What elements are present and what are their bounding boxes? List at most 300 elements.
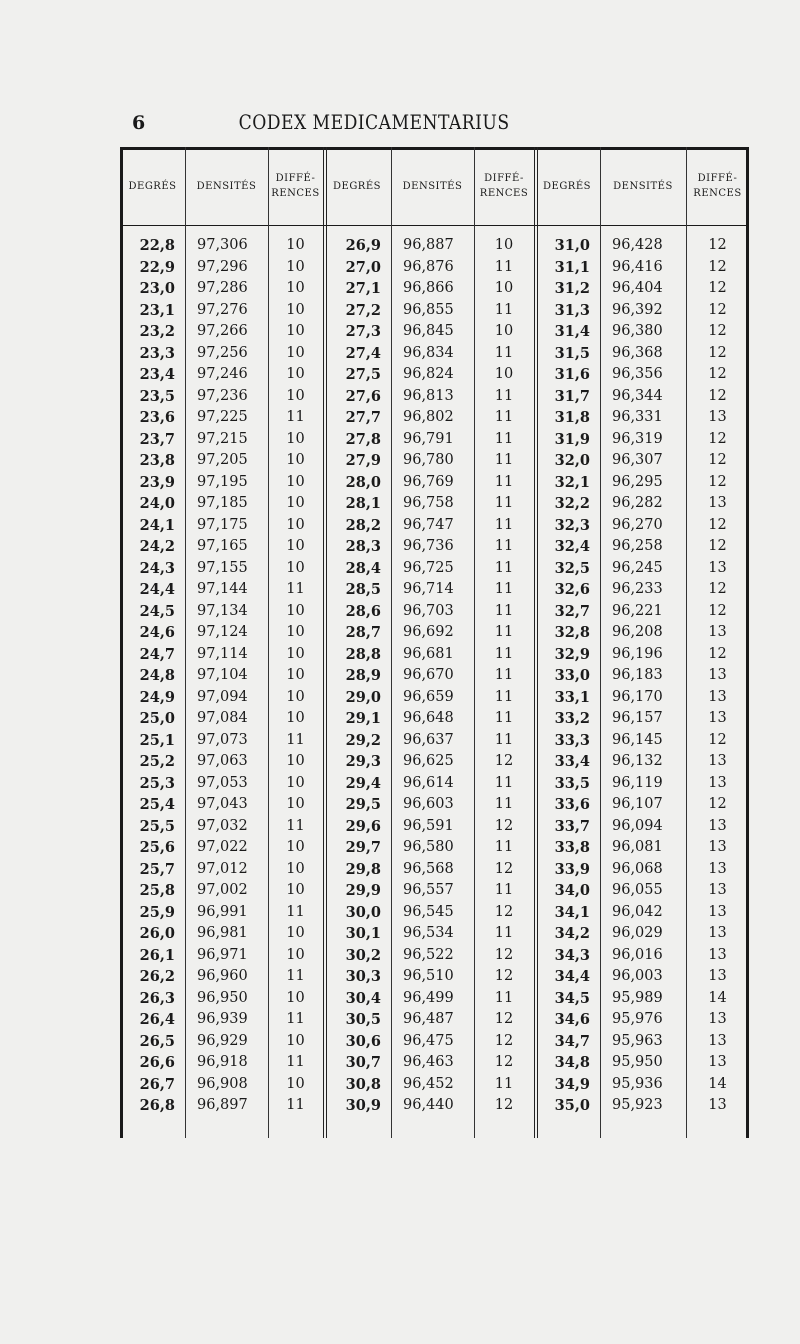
degres-cell: 25,2 <box>139 753 175 770</box>
difference-cell: 12 <box>708 237 727 253</box>
difference-cell: 11 <box>494 688 514 705</box>
densite-cell: 96,416 <box>612 258 663 275</box>
difference-cell: 11 <box>494 581 514 597</box>
difference-cell: 10 <box>286 925 305 941</box>
difference-cell: 11 <box>494 882 514 898</box>
densite-cell: 96,282 <box>612 495 663 511</box>
table-grid <box>120 147 749 1117</box>
degres-cell: 24,7 <box>139 645 175 663</box>
degres-cell: 30,4 <box>345 989 381 1007</box>
degres-cell: 33,3 <box>554 731 590 749</box>
difference-cell: 11 <box>494 495 514 511</box>
difference-cell: 13 <box>708 1032 727 1049</box>
difference-cell: 11 <box>494 1075 514 1092</box>
densite-cell: 96,866 <box>403 280 454 296</box>
densite-cell: 96,499 <box>403 989 454 1006</box>
densite-cell: 96,307 <box>612 452 663 468</box>
degres-cell: 27,5 <box>345 366 381 383</box>
densite-cell: 96,981 <box>197 925 248 941</box>
difference-cell: 10 <box>286 559 305 576</box>
degres-cell: 32,8 <box>554 624 590 641</box>
degres-cell: 26,7 <box>139 1075 175 1093</box>
densite-cell: 97,084 <box>197 710 248 726</box>
densite-cell: 96,319 <box>612 430 663 447</box>
difference-cell: 12 <box>494 946 514 963</box>
densite-cell: 96,736 <box>403 538 454 554</box>
degres-cell: 22,9 <box>139 258 175 276</box>
degres-cell: 30,7 <box>345 1054 381 1071</box>
degres-cell: 27,9 <box>345 452 381 469</box>
difference-cell: 12 <box>708 538 727 554</box>
degres-cell: 28,5 <box>345 581 381 598</box>
densite-cell: 97,276 <box>197 301 248 318</box>
difference-cell: 11 <box>494 344 514 361</box>
densite-cell: 96,094 <box>612 817 663 834</box>
degres-cell: 26,5 <box>139 1032 175 1050</box>
difference-cell: 12 <box>708 387 727 404</box>
difference-cell: 12 <box>494 968 514 984</box>
degres-cell: 23,9 <box>139 473 175 491</box>
degres-cell: 32,6 <box>554 581 590 598</box>
densite-cell: 96,196 <box>612 645 663 662</box>
densite-cell: 96,758 <box>403 495 454 511</box>
degres-cell: 23,8 <box>139 452 175 469</box>
difference-cell: 11 <box>494 989 514 1006</box>
degres-cell: 31,8 <box>554 409 590 426</box>
degres-cell: 24,2 <box>139 538 175 555</box>
densite-cell: 96,725 <box>403 559 454 576</box>
densite-cell: 97,306 <box>197 237 248 253</box>
densite-cell: 96,258 <box>612 538 663 554</box>
densite-cell: 96,003 <box>612 968 663 984</box>
degres-cell: 26,9 <box>345 237 381 254</box>
degres-cell: 28,0 <box>345 473 381 491</box>
degres-cell: 25,8 <box>139 882 175 899</box>
densite-cell: 96,534 <box>403 925 454 941</box>
degres-cell: 23,4 <box>139 366 175 383</box>
difference-cell: 11 <box>286 968 305 984</box>
difference-cell: 10 <box>286 602 305 619</box>
difference-cell: 12 <box>708 280 727 296</box>
densite-cell: 97,073 <box>197 731 248 748</box>
degres-cell: 33,6 <box>554 796 590 813</box>
difference-cell: 12 <box>708 301 727 318</box>
degres-cell: 34,0 <box>554 882 590 899</box>
difference-cell: 13 <box>708 409 727 425</box>
difference-cell: 11 <box>494 796 514 812</box>
densite-cell: 96,487 <box>403 1011 454 1027</box>
degres-cell: 31,9 <box>554 430 590 448</box>
densite-cell: 96,659 <box>403 688 454 705</box>
densite-cell: 97,215 <box>197 430 248 447</box>
difference-cell: 12 <box>708 796 727 812</box>
densite-cell: 97,286 <box>197 280 248 296</box>
densite-cell: 96,908 <box>197 1075 248 1092</box>
degres-cell: 24,3 <box>139 559 175 577</box>
degres-cell: 30,0 <box>345 903 381 921</box>
degres-cell: 27,3 <box>345 323 381 340</box>
difference-cell: 13 <box>708 882 727 898</box>
difference-cell: 11 <box>494 473 514 490</box>
densite-cell: 97,022 <box>197 839 248 855</box>
densite-cell: 96,221 <box>612 602 663 619</box>
degres-cell: 31,4 <box>554 323 590 340</box>
densite-cell: 96,029 <box>612 925 663 941</box>
densite-cell: 96,780 <box>403 452 454 468</box>
difference-cell: 11 <box>494 409 514 425</box>
densite-cell: 96,681 <box>403 645 454 662</box>
degres-cell: 24,5 <box>139 602 175 620</box>
difference-cell: 11 <box>494 710 514 726</box>
degres-cell: 28,8 <box>345 645 381 663</box>
densite-cell: 97,246 <box>197 366 248 382</box>
degres-cell: 24,9 <box>139 688 175 706</box>
difference-cell: 10 <box>286 882 305 898</box>
degres-cell: 29,7 <box>345 839 381 856</box>
difference-cell: 13 <box>708 860 727 877</box>
degres-cell: 25,0 <box>139 710 175 727</box>
difference-cell: 11 <box>286 731 305 748</box>
difference-cell: 10 <box>286 430 305 447</box>
difference-cell: 13 <box>708 774 727 791</box>
degres-cell: 23,3 <box>139 344 175 362</box>
densite-cell: 96,991 <box>197 903 248 920</box>
densite-cell: 96,824 <box>403 366 454 382</box>
degres-cell: 32,3 <box>554 516 590 534</box>
densite-cell: 96,648 <box>403 710 454 726</box>
densite-cell: 97,032 <box>197 817 248 834</box>
degres-cell: 22,8 <box>139 237 175 254</box>
difference-cell: 14 <box>708 989 727 1006</box>
difference-cell: 11 <box>286 1054 305 1070</box>
degres-cell: 26,0 <box>139 925 175 942</box>
difference-cell: 10 <box>286 516 305 533</box>
difference-cell: 11 <box>494 516 514 533</box>
difference-cell: 11 <box>286 1097 305 1113</box>
column-header-densites: DENSITÉS <box>613 180 673 192</box>
degres-cell: 23,5 <box>139 387 175 405</box>
difference-cell: 10 <box>494 280 514 296</box>
degres-cell: 31,6 <box>554 366 590 383</box>
degres-cell: 30,9 <box>345 1097 381 1114</box>
densite-cell: 97,236 <box>197 387 248 404</box>
degres-cell: 33,0 <box>554 667 590 684</box>
densite-cell: 96,939 <box>197 1011 248 1027</box>
densite-cell: 97,225 <box>197 409 248 425</box>
difference-cell: 11 <box>494 839 514 855</box>
difference-cell: 11 <box>286 817 305 834</box>
difference-cell: 10 <box>286 538 305 554</box>
column-header-degres: DEGRÉS <box>543 180 591 192</box>
degres-cell: 33,1 <box>554 688 590 706</box>
degres-cell: 28,2 <box>345 516 381 534</box>
densite-cell: 96,791 <box>403 430 454 447</box>
densite-cell: 95,950 <box>612 1054 663 1070</box>
densite-cell: 97,012 <box>197 860 248 877</box>
difference-cell: 12 <box>494 1032 514 1049</box>
difference-cell: 11 <box>494 645 514 662</box>
column-header-degres: DEGRÉS <box>128 180 177 192</box>
difference-cell: 13 <box>708 710 727 726</box>
difference-cell: 10 <box>494 323 514 339</box>
difference-cell: 10 <box>286 774 305 791</box>
difference-cell: 10 <box>286 624 305 640</box>
degres-cell: 35,0 <box>554 1097 590 1114</box>
difference-cell: 10 <box>286 344 305 361</box>
degres-cell: 34,2 <box>554 925 590 942</box>
densite-cell: 96,769 <box>403 473 454 490</box>
densite-cell: 97,053 <box>197 774 248 791</box>
difference-cell: 11 <box>494 774 514 791</box>
degres-cell: 27,8 <box>345 430 381 448</box>
difference-cell: 11 <box>286 903 305 920</box>
degres-cell: 34,8 <box>554 1054 590 1071</box>
densite-cell: 96,522 <box>403 946 454 963</box>
degres-cell: 30,3 <box>345 968 381 985</box>
running-head-title: CODEX MEDICAMENTARIUS <box>238 110 510 134</box>
difference-cell: 10 <box>286 667 305 683</box>
difference-cell: 12 <box>708 452 727 468</box>
densite-cell: 96,463 <box>403 1054 454 1070</box>
densite-cell: 96,603 <box>403 796 454 812</box>
difference-cell: 12 <box>494 860 514 877</box>
densite-cell: 96,157 <box>612 710 663 726</box>
densite-cell: 96,392 <box>612 301 663 318</box>
difference-cell: 11 <box>494 602 514 619</box>
degres-cell: 29,8 <box>345 860 381 878</box>
difference-cell: 13 <box>708 624 727 640</box>
degres-cell: 34,3 <box>554 946 590 964</box>
degres-cell: 28,1 <box>345 495 381 512</box>
difference-cell: 10 <box>494 366 514 382</box>
difference-cell: 12 <box>708 430 727 447</box>
difference-cell: 10 <box>286 366 305 382</box>
degres-cell: 23,1 <box>139 301 175 319</box>
degres-cell: 33,4 <box>554 753 590 770</box>
densite-cell: 96,960 <box>197 968 248 984</box>
densite-cell: 96,802 <box>403 409 454 425</box>
difference-cell: 11 <box>494 559 514 576</box>
difference-cell: 11 <box>494 667 514 683</box>
densite-cell: 96,208 <box>612 624 663 640</box>
difference-cell: 13 <box>708 1097 727 1113</box>
densite-cell: 96,545 <box>403 903 454 920</box>
densite-cell: 96,580 <box>403 839 454 855</box>
degres-cell: 33,5 <box>554 774 590 792</box>
degres-cell: 32,0 <box>554 452 590 469</box>
difference-cell: 10 <box>286 387 305 404</box>
densite-cell: 96,440 <box>403 1097 454 1113</box>
densite-cell: 96,380 <box>612 323 663 339</box>
densite-cell: 97,002 <box>197 882 248 898</box>
degres-cell: 26,4 <box>139 1011 175 1028</box>
difference-cell: 13 <box>708 753 727 769</box>
difference-cell: 12 <box>494 817 514 834</box>
densite-cell: 96,233 <box>612 581 663 597</box>
densite-cell: 96,016 <box>612 946 663 963</box>
densite-cell: 96,107 <box>612 796 663 812</box>
degres-cell: 32,9 <box>554 645 590 663</box>
densite-cell: 96,042 <box>612 903 663 920</box>
degres-cell: 29,0 <box>345 688 381 706</box>
degres-cell: 26,6 <box>139 1054 175 1071</box>
densite-cell: 95,976 <box>612 1011 663 1027</box>
degres-cell: 34,5 <box>554 989 590 1007</box>
degres-cell: 28,7 <box>345 624 381 641</box>
densite-cell: 96,068 <box>612 860 663 877</box>
densite-cell: 97,114 <box>197 645 248 662</box>
difference-cell: 13 <box>708 839 727 855</box>
difference-cell: 11 <box>286 1011 305 1027</box>
difference-cell: 13 <box>708 925 727 941</box>
degres-cell: 30,2 <box>345 946 381 964</box>
degres-cell: 28,9 <box>345 667 381 684</box>
densite-cell: 96,670 <box>403 667 454 683</box>
degres-cell: 24,1 <box>139 516 175 534</box>
degres-cell: 34,7 <box>554 1032 590 1050</box>
densite-cell: 96,568 <box>403 860 454 877</box>
difference-cell: 10 <box>286 495 305 511</box>
degres-cell: 31,2 <box>554 280 590 297</box>
densite-cell: 97,165 <box>197 538 248 554</box>
degres-cell: 33,7 <box>554 817 590 835</box>
difference-cell: 13 <box>708 1011 727 1027</box>
densite-cell: 97,155 <box>197 559 248 576</box>
densite-cell: 96,270 <box>612 516 663 533</box>
densite-cell: 97,175 <box>197 516 248 533</box>
degres-cell: 34,1 <box>554 903 590 921</box>
degres-cell: 25,4 <box>139 796 175 813</box>
difference-cell: 10 <box>286 452 305 468</box>
densite-cell: 96,055 <box>612 882 663 898</box>
densite-cell: 96,081 <box>612 839 663 855</box>
degres-cell: 25,5 <box>139 817 175 835</box>
densite-cell: 96,714 <box>403 581 454 597</box>
degres-cell: 32,2 <box>554 495 590 512</box>
degres-cell: 28,6 <box>345 602 381 620</box>
degres-cell: 32,4 <box>554 538 590 555</box>
degres-cell: 29,9 <box>345 882 381 899</box>
densite-cell: 96,119 <box>612 774 663 791</box>
degres-cell: 26,2 <box>139 968 175 985</box>
column-header-differences: DIFFÉ- RENCES <box>693 173 742 199</box>
densite-cell: 96,557 <box>403 882 454 898</box>
densite-cell: 96,356 <box>612 366 663 382</box>
densite-cell: 96,855 <box>403 301 454 318</box>
difference-cell: 11 <box>494 731 514 748</box>
degres-cell: 24,0 <box>139 495 175 512</box>
densite-cell: 96,132 <box>612 753 663 769</box>
densite-cell: 97,094 <box>197 688 248 705</box>
densite-cell: 96,703 <box>403 602 454 619</box>
difference-cell: 12 <box>708 645 727 662</box>
degres-cell: 31,5 <box>554 344 590 362</box>
degres-cell: 33,2 <box>554 710 590 727</box>
densite-cell: 96,404 <box>612 280 663 296</box>
degres-cell: 26,1 <box>139 946 175 964</box>
degres-cell: 27,1 <box>345 280 381 297</box>
densite-cell: 96,452 <box>403 1075 454 1092</box>
difference-cell: 10 <box>286 473 305 490</box>
degres-cell: 32,7 <box>554 602 590 620</box>
difference-cell: 12 <box>494 903 514 920</box>
difference-cell: 13 <box>708 559 727 576</box>
difference-cell: 10 <box>286 645 305 662</box>
degres-cell: 32,5 <box>554 559 590 577</box>
difference-cell: 10 <box>286 796 305 812</box>
densite-cell: 96,692 <box>403 624 454 640</box>
densite-cell: 96,295 <box>612 473 663 490</box>
densite-cell: 96,876 <box>403 258 454 275</box>
densite-cell: 97,144 <box>197 581 248 597</box>
densite-cell: 96,625 <box>403 753 454 769</box>
densite-cell: 97,134 <box>197 602 248 619</box>
difference-cell: 12 <box>494 1054 514 1070</box>
difference-cell: 11 <box>286 409 305 425</box>
densite-cell: 96,918 <box>197 1054 248 1070</box>
densite-cell: 97,104 <box>197 667 248 683</box>
degres-cell: 29,6 <box>345 817 381 835</box>
degres-cell: 30,8 <box>345 1075 381 1093</box>
difference-cell: 10 <box>286 1075 305 1092</box>
degres-cell: 29,3 <box>345 753 381 770</box>
degres-cell: 30,1 <box>345 925 381 942</box>
difference-cell: 10 <box>286 946 305 963</box>
difference-cell: 10 <box>286 860 305 877</box>
degres-cell: 25,3 <box>139 774 175 792</box>
degres-cell: 24,8 <box>139 667 175 684</box>
page-number: 6 <box>132 112 146 134</box>
densite-cell: 97,043 <box>197 796 248 812</box>
difference-cell: 13 <box>708 903 727 920</box>
densite-cell: 97,205 <box>197 452 248 468</box>
difference-cell: 11 <box>494 301 514 318</box>
difference-cell: 12 <box>708 581 727 597</box>
densite-cell: 96,591 <box>403 817 454 834</box>
difference-cell: 13 <box>708 667 727 683</box>
densite-cell: 95,989 <box>612 989 663 1006</box>
difference-cell: 12 <box>494 753 514 769</box>
difference-cell: 10 <box>286 323 305 339</box>
difference-cell: 10 <box>286 237 305 253</box>
degres-cell: 24,4 <box>139 581 175 598</box>
column-header-densites: DENSITÉS <box>196 180 257 192</box>
difference-cell: 13 <box>708 968 727 984</box>
densite-cell: 96,813 <box>403 387 454 404</box>
column-header-differences: DIFFÉ- RENCES <box>479 173 529 199</box>
difference-cell: 11 <box>494 387 514 404</box>
difference-cell: 12 <box>494 1097 514 1113</box>
densite-cell: 96,428 <box>612 237 663 253</box>
densite-cell: 96,510 <box>403 968 454 984</box>
degres-cell: 25,9 <box>139 903 175 921</box>
degres-cell: 26,3 <box>139 989 175 1007</box>
degres-cell: 31,0 <box>554 237 590 254</box>
difference-cell: 12 <box>708 602 727 619</box>
difference-cell: 11 <box>494 624 514 640</box>
degres-cell: 27,0 <box>345 258 381 276</box>
degres-cell: 31,7 <box>554 387 590 405</box>
densite-cell: 96,834 <box>403 344 454 361</box>
difference-cell: 10 <box>494 237 514 253</box>
difference-cell: 10 <box>286 280 305 296</box>
degres-cell: 34,4 <box>554 968 590 985</box>
densite-cell: 95,923 <box>612 1097 663 1113</box>
degres-cell: 25,6 <box>139 839 175 856</box>
difference-cell: 14 <box>708 1075 727 1092</box>
densite-cell: 97,296 <box>197 258 248 275</box>
densite-cell: 97,256 <box>197 344 248 361</box>
